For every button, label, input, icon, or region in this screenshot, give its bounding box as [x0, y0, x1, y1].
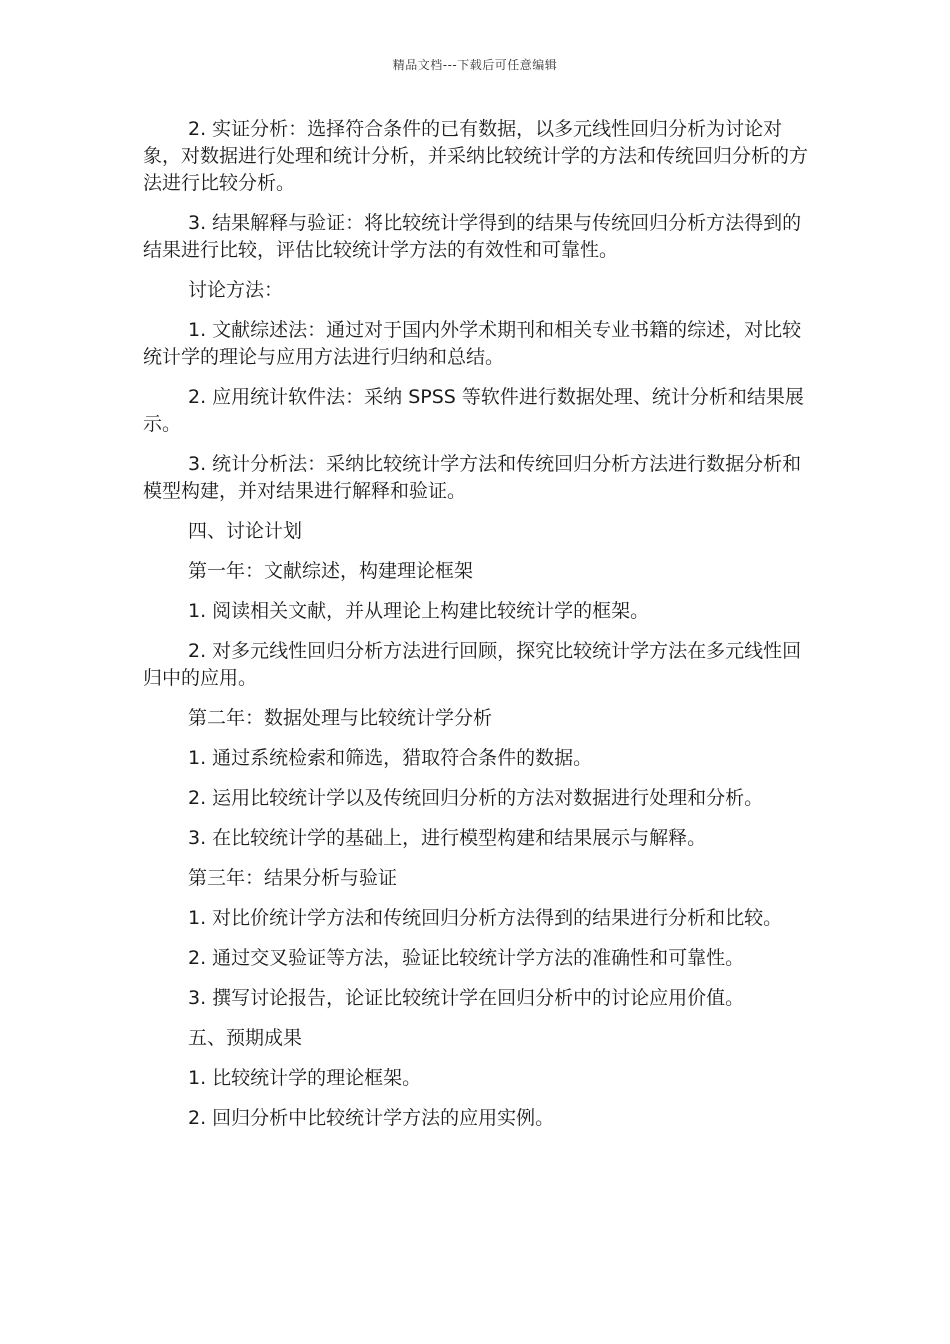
paragraph-year-three-item-2: 2. 通过交叉验证等方法，验证比较统计学方法的准确性和可靠性。: [188, 947, 745, 969]
paragraph-year-three-item-3: 3. 撰写讨论报告，论证比较统计学在回归分析中的讨论应用价值。: [188, 987, 745, 1009]
paragraph-empirical-analysis: 2. 实证分析：选择符合条件的已有数据，以多元线性回归分析为讨论对象，对数据进行处理和统计分析，并采纳比较统计学的方法和传统回归分析的方法进行比较分析。: [143, 118, 809, 194]
paragraph-year-three: 第三年：结果分析与验证: [188, 867, 398, 889]
paragraph-year-one: 第一年：文献综述，构建理论框架: [188, 560, 474, 582]
paragraph-year-two-item-1: 1. 通过系统检索和筛选，猎取符合条件的数据。: [188, 747, 593, 769]
paragraph-year-one-item-1: 1. 阅读相关文献，并从理论上构建比较统计学的框架。: [188, 600, 650, 622]
page-header: 精品文档---下载后可任意编辑: [392, 58, 558, 72]
paragraph-outcome-2: 2. 回归分析中比较统计学方法的应用实例。: [188, 1107, 555, 1129]
paragraph-software-method: 2. 应用统计软件法：采纳 SPSS 等软件进行数据处理、统计分析和结果展示。: [143, 386, 804, 435]
paragraph-outcome-1: 1. 比较统计学的理论框架。: [188, 1067, 422, 1089]
paragraph-year-two: 第二年：数据处理与比较统计学分析: [188, 707, 493, 729]
section-heading-outcomes: 五、预期成果: [188, 1027, 303, 1049]
document-body: [143, 116, 808, 1145]
section-heading-plan: 四、讨论计划: [188, 520, 303, 542]
paragraph-year-one-item-2: 2. 对多元线性回归分析方法进行回顾，探究比较统计学方法在多元线性回归中的应用。: [143, 640, 802, 689]
paragraph-year-two-item-3: 3. 在比较统计学的基础上，进行模型构建和结果展示与解释。: [188, 827, 707, 849]
paragraph-methods-heading: 讨论方法：: [188, 279, 284, 301]
paragraph-result-verification: 3. 结果解释与验证：将比较统计学得到的结果与传统回归分析方法得到的结果进行比较，评估比较统计学方法的有效性和可靠性。: [143, 212, 802, 261]
paragraph-year-two-item-2: 2. 运用比较统计学以及传统回归分析的方法对数据进行处理和分析。: [188, 787, 764, 809]
paragraph-statistical-method: 3. 统计分析法：采纳比较统计学方法和传统回归分析方法进行数据分析和模型构建，并对结果进行解释和验证。: [143, 453, 802, 502]
paragraph-literature-review-method: 1. 文献综述法：通过对于国内外学术期刊和相关专业书籍的综述，对比较统计学的理论与应用方法进行归纳和总结。: [143, 319, 802, 368]
paragraph-year-three-item-1: 1. 对比价统计学方法和传统回归分析方法得到的结果进行分析和比较。: [188, 907, 783, 929]
